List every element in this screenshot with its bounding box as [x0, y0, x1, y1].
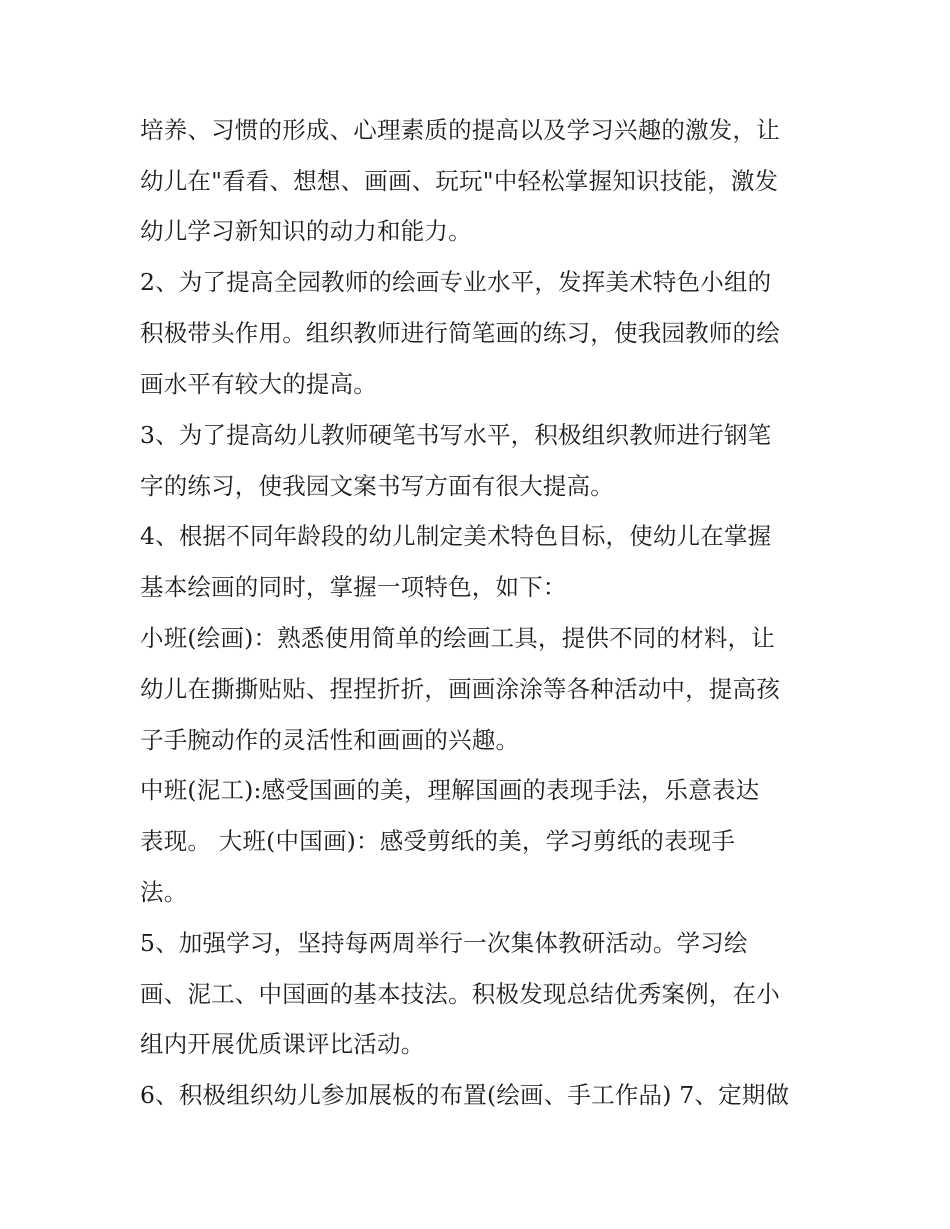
- text-line-4: 2、为了提高全园教师的绘画专业水平，发挥美术特色小组的: [140, 268, 772, 296]
- text-line-5: 积极带头作用。组织教师进行简笔画的练习，使我园教师的绘: [140, 319, 780, 347]
- text-line-20: 6、积极组织幼儿参加展板的布置(绘画、手工作品) 7、定期做: [140, 1081, 790, 1109]
- text-line-9: 4、根据不同年龄段的幼儿制定美术特色目标，使幼儿在掌握: [140, 522, 772, 550]
- text-line-17: 5、加强学习，坚持每两周举行一次集体教研活动。学习绘: [140, 929, 748, 957]
- text-line-10: 基本绘画的同时，掌握一项特色，如下：: [140, 573, 567, 601]
- text-line-1: 培养、习惯的形成、心理素质的提高以及学习兴趣的激发，让: [140, 116, 780, 144]
- text-line-11: 小班(绘画)：熟悉使用简单的绘画工具，提供不同的材料，让: [140, 624, 775, 652]
- text-line-12: 幼儿在撕撕贴贴、捏捏折折，画画涂涂等各种活动中，提高孩: [140, 675, 780, 703]
- text-line-19: 组内开展优质课评比活动。: [140, 1030, 425, 1058]
- text-line-18: 画、泥工、中国画的基本技法。积极发现总结优秀案例，在小: [140, 980, 780, 1008]
- text-line-7: 3、为了提高幼儿教师硬笔书写水平，积极组织教师进行钢笔: [140, 421, 772, 449]
- text-line-3: 幼儿学习新知识的动力和能力。: [140, 217, 472, 245]
- text-line-14: 中班(泥工):感受国画的美，理解国画的表现手法，乐意表达: [140, 776, 760, 804]
- text-line-6: 画水平有较大的提高。: [140, 370, 377, 398]
- text-line-8: 字的练习，使我园文案书写方面有很大提高。: [140, 472, 614, 500]
- text-line-16: 法。: [140, 878, 188, 906]
- text-line-2: 幼儿在"看看、想想、画画、玩玩"中轻松掌握知识技能，激发: [140, 167, 779, 195]
- text-line-13: 子手腕动作的灵活性和画画的兴趣。: [140, 726, 520, 754]
- text-line-15: 表现。 大班(中国画)：感受剪纸的美，学习剪纸的表现手: [140, 827, 736, 855]
